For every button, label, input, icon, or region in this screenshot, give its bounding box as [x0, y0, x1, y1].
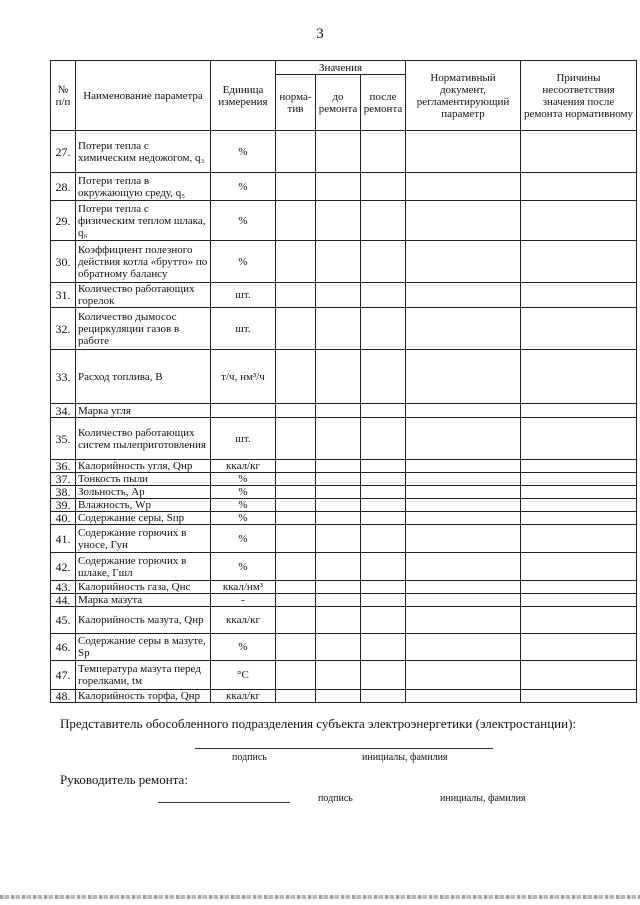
reason-cell: [521, 581, 637, 594]
before-value-cell: [316, 473, 361, 486]
table-row: [51, 594, 637, 607]
norm-value-cell: [276, 594, 316, 607]
doc-cell: [406, 525, 521, 553]
table-row: [51, 460, 637, 473]
unit-cell: ккал/кг: [211, 460, 276, 473]
reason-cell: [521, 661, 637, 690]
header-name: Наименование параметра: [76, 61, 211, 131]
after-value-cell: [361, 131, 406, 173]
signature-caption-1: подпись: [232, 752, 267, 763]
signature-line-2: [158, 802, 290, 803]
table-row: [51, 418, 637, 460]
row-number: 46.: [51, 634, 76, 661]
before-value-cell: [316, 486, 361, 499]
table-row: [51, 241, 637, 283]
table-row: [51, 201, 637, 241]
row-number: 33.: [51, 350, 76, 404]
reason-cell: [521, 131, 637, 173]
doc-cell: [406, 241, 521, 283]
before-value-cell: [316, 241, 361, 283]
parameter-name: Зольность, Ар: [76, 486, 211, 499]
row-number: 45.: [51, 607, 76, 634]
after-value-cell: [361, 460, 406, 473]
parameter-name: Тонкость пыли: [76, 473, 211, 486]
norm-value-cell: [276, 661, 316, 690]
unit-cell: %: [211, 473, 276, 486]
unit-cell: %: [211, 201, 276, 241]
parameter-name: Содержание горючих в уносе, Гун: [76, 525, 211, 553]
unit-cell: шт.: [211, 308, 276, 350]
before-value-cell: [316, 553, 361, 581]
before-value-cell: [316, 350, 361, 404]
doc-cell: [406, 512, 521, 525]
unit-cell: %: [211, 241, 276, 283]
after-value-cell: [361, 241, 406, 283]
before-value-cell: [316, 460, 361, 473]
norm-value-cell: [276, 418, 316, 460]
parameter-name: Количество работающих горелок: [76, 283, 211, 308]
norm-value-cell: [276, 690, 316, 703]
parameter-name: Температура мазута перед горелками, tм: [76, 661, 211, 690]
doc-cell: [406, 418, 521, 460]
reason-cell: [521, 594, 637, 607]
reason-cell: [521, 525, 637, 553]
unit-cell: %: [211, 499, 276, 512]
doc-cell: [406, 607, 521, 634]
header-after: после ремонта: [361, 75, 406, 131]
doc-cell: [406, 661, 521, 690]
after-value-cell: [361, 404, 406, 418]
reason-cell: [521, 607, 637, 634]
unit-cell: %: [211, 525, 276, 553]
reason-cell: [521, 473, 637, 486]
row-number: 27.: [51, 131, 76, 173]
row-number: 47.: [51, 661, 76, 690]
after-value-cell: [361, 473, 406, 486]
norm-value-cell: [276, 350, 316, 404]
unit-cell: т/ч, нм³/ч: [211, 350, 276, 404]
unit-cell: шт.: [211, 418, 276, 460]
reason-cell: [521, 404, 637, 418]
scan-edge: [0, 895, 640, 899]
signature-caption-2: подпись: [318, 793, 353, 804]
reason-cell: [521, 512, 637, 525]
signature-line-1: [195, 748, 493, 749]
norm-value-cell: [276, 486, 316, 499]
before-value-cell: [316, 283, 361, 308]
doc-cell: [406, 350, 521, 404]
doc-cell: [406, 690, 521, 703]
doc-cell: [406, 283, 521, 308]
row-number: 37.: [51, 473, 76, 486]
unit-cell: -: [211, 594, 276, 607]
repair-head-label: Руководитель ремонта:: [60, 772, 188, 787]
norm-value-cell: [276, 404, 316, 418]
row-number: 36.: [51, 460, 76, 473]
unit-cell: шт.: [211, 283, 276, 308]
before-value-cell: [316, 418, 361, 460]
reason-cell: [521, 460, 637, 473]
before-value-cell: [316, 173, 361, 201]
initials-caption-1: инициалы, фамилия: [362, 752, 448, 763]
parameter-name: Калорийность мазута, Qнр: [76, 607, 211, 634]
after-value-cell: [361, 525, 406, 553]
before-value-cell: [316, 690, 361, 703]
table-row: [51, 690, 637, 703]
after-value-cell: [361, 499, 406, 512]
unit-cell: %: [211, 553, 276, 581]
table-row: [51, 634, 637, 661]
parameter-name: Содержание горючих в шлаке, Гшл: [76, 553, 211, 581]
row-number: 48.: [51, 690, 76, 703]
table-row: [51, 607, 637, 634]
table-row: [51, 350, 637, 404]
doc-cell: [406, 404, 521, 418]
after-value-cell: [361, 283, 406, 308]
header-doc: Нормативный документ, регламентирующий параметр: [406, 61, 521, 131]
table-row: [51, 308, 637, 350]
row-number: 41.: [51, 525, 76, 553]
parameter-name: Содержание серы в мазуте, Sр: [76, 634, 211, 661]
after-value-cell: [361, 594, 406, 607]
table-row: [51, 512, 637, 525]
parameter-name: Калорийность торфа, Qнр: [76, 690, 211, 703]
header-num: № п/п: [51, 61, 76, 131]
table-row: [51, 283, 637, 308]
norm-value-cell: [276, 581, 316, 594]
table-row: [51, 661, 637, 690]
before-value-cell: [316, 525, 361, 553]
reason-cell: [521, 350, 637, 404]
representative-label: Представитель обособленного подразделения субъекта электроэнергетики (электростанции):: [60, 716, 577, 731]
norm-value-cell: [276, 241, 316, 283]
parameters-table: [50, 60, 637, 703]
row-number: 34.: [51, 404, 76, 418]
table-row: [51, 525, 637, 553]
parameter-name: Количество работающих систем пылеприготовления: [76, 418, 211, 460]
after-value-cell: [361, 486, 406, 499]
parameter-name: Марка мазута: [76, 594, 211, 607]
header-reason: Причины несоответствия значения после ремонта нормативному: [521, 61, 637, 131]
row-number: 42.: [51, 553, 76, 581]
norm-value-cell: [276, 607, 316, 634]
reason-cell: [521, 241, 637, 283]
unit-cell: °С: [211, 661, 276, 690]
doc-cell: [406, 473, 521, 486]
before-value-cell: [316, 308, 361, 350]
unit-cell: ккал/кг: [211, 690, 276, 703]
reason-cell: [521, 634, 637, 661]
table-row: [51, 499, 637, 512]
doc-cell: [406, 131, 521, 173]
doc-cell: [406, 594, 521, 607]
after-value-cell: [361, 661, 406, 690]
doc-cell: [406, 634, 521, 661]
row-number: 39.: [51, 499, 76, 512]
unit-cell: %: [211, 486, 276, 499]
parameter-name: Потери тепла в окружающую среду, q₅: [76, 173, 211, 201]
row-number: 44.: [51, 594, 76, 607]
reason-cell: [521, 418, 637, 460]
after-value-cell: [361, 553, 406, 581]
norm-value-cell: [276, 131, 316, 173]
unit-cell: [211, 404, 276, 418]
page-number: 3: [316, 26, 324, 42]
doc-cell: [406, 173, 521, 201]
after-value-cell: [361, 418, 406, 460]
row-number: 40.: [51, 512, 76, 525]
parameter-name: Калорийность газа, Qнс: [76, 581, 211, 594]
reason-cell: [521, 283, 637, 308]
after-value-cell: [361, 634, 406, 661]
row-number: 32.: [51, 308, 76, 350]
parameter-name: Потери тепла с физическим теплом шлака, q₆: [76, 201, 211, 241]
before-value-cell: [316, 404, 361, 418]
reason-cell: [521, 201, 637, 241]
after-value-cell: [361, 690, 406, 703]
table-row: [51, 553, 637, 581]
initials-caption-2: инициалы, фамилия: [440, 793, 526, 804]
reason-cell: [521, 499, 637, 512]
parameter-name: Содержание серы, Sпр: [76, 512, 211, 525]
before-value-cell: [316, 131, 361, 173]
doc-cell: [406, 553, 521, 581]
unit-cell: %: [211, 512, 276, 525]
doc-cell: [406, 460, 521, 473]
header-norm: норма-тив: [276, 75, 316, 131]
norm-value-cell: [276, 460, 316, 473]
reason-cell: [521, 486, 637, 499]
table-row: [51, 473, 637, 486]
header-before: до ремонта: [316, 75, 361, 131]
norm-value-cell: [276, 201, 316, 241]
norm-value-cell: [276, 283, 316, 308]
reason-cell: [521, 553, 637, 581]
row-number: 43.: [51, 581, 76, 594]
norm-value-cell: [276, 473, 316, 486]
table-row: [51, 486, 637, 499]
doc-cell: [406, 201, 521, 241]
norm-value-cell: [276, 525, 316, 553]
row-number: 38.: [51, 486, 76, 499]
before-value-cell: [316, 201, 361, 241]
table-row: [51, 131, 637, 173]
parameter-name: Марка угля: [76, 404, 211, 418]
table-body: [51, 131, 637, 703]
norm-value-cell: [276, 553, 316, 581]
before-value-cell: [316, 512, 361, 525]
doc-cell: [406, 308, 521, 350]
row-number: 30.: [51, 241, 76, 283]
norm-value-cell: [276, 308, 316, 350]
parameter-name: Количество дымосос рециркуляции газов в работе: [76, 308, 211, 350]
after-value-cell: [361, 607, 406, 634]
reason-cell: [521, 308, 637, 350]
after-value-cell: [361, 512, 406, 525]
parameter-name: Коэффициент полезного действия котла «брутто» по обратному балансу: [76, 241, 211, 283]
unit-cell: %: [211, 634, 276, 661]
norm-value-cell: [276, 512, 316, 525]
doc-cell: [406, 499, 521, 512]
after-value-cell: [361, 581, 406, 594]
norm-value-cell: [276, 173, 316, 201]
parameter-name: Расход топлива, В: [76, 350, 211, 404]
unit-cell: %: [211, 173, 276, 201]
reason-cell: [521, 173, 637, 201]
before-value-cell: [316, 607, 361, 634]
table-row: [51, 581, 637, 594]
parameter-name: Потери тепла с химическим недожогом, q₃: [76, 131, 211, 173]
norm-value-cell: [276, 634, 316, 661]
before-value-cell: [316, 634, 361, 661]
row-number: 35.: [51, 418, 76, 460]
header-unit: Единица измерения: [211, 61, 276, 131]
unit-cell: ккал/кг: [211, 607, 276, 634]
parameter-name: Калорийность угля, Qнр: [76, 460, 211, 473]
table-row: [51, 173, 637, 201]
before-value-cell: [316, 661, 361, 690]
after-value-cell: [361, 350, 406, 404]
parameter-name: Влажность, Wр: [76, 499, 211, 512]
header-values-group: Значения: [276, 61, 406, 75]
reason-cell: [521, 690, 637, 703]
table-row: [51, 404, 637, 418]
doc-cell: [406, 581, 521, 594]
norm-value-cell: [276, 499, 316, 512]
doc-cell: [406, 486, 521, 499]
before-value-cell: [316, 594, 361, 607]
unit-cell: %: [211, 131, 276, 173]
before-value-cell: [316, 581, 361, 594]
row-number: 31.: [51, 283, 76, 308]
row-number: 29.: [51, 201, 76, 241]
after-value-cell: [361, 308, 406, 350]
after-value-cell: [361, 173, 406, 201]
before-value-cell: [316, 499, 361, 512]
unit-cell: ккал/нм³: [211, 581, 276, 594]
row-number: 28.: [51, 173, 76, 201]
after-value-cell: [361, 201, 406, 241]
